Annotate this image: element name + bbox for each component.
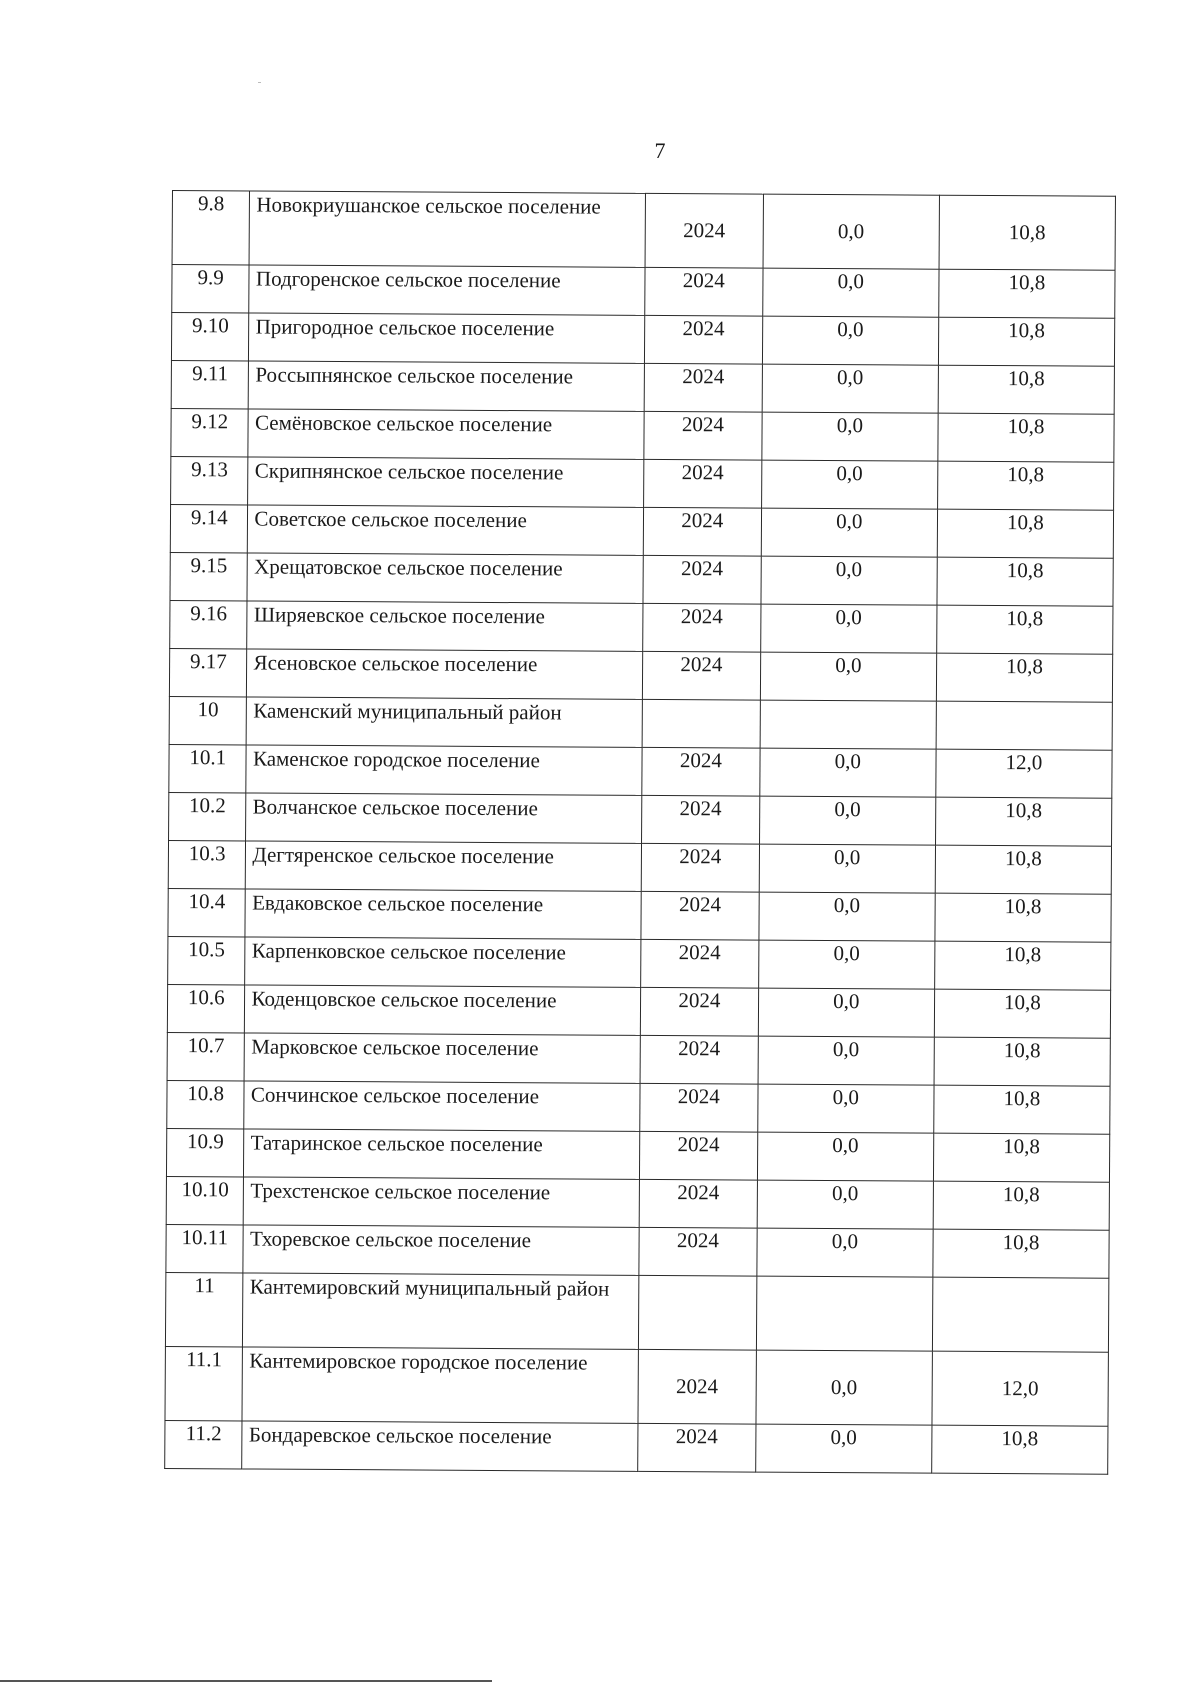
row-number: 9.11: [171, 360, 249, 408]
value-cell-1: 0,0: [761, 508, 937, 557]
value-cell-1: 0,0: [763, 194, 940, 269]
district-name: Каменский муниципальный район: [247, 697, 643, 747]
row-number: 10.1: [169, 744, 247, 792]
table-row: [165, 1346, 1108, 1426]
settlements-table: [164, 190, 1116, 1475]
row-number: 9.15: [170, 552, 248, 600]
settlement-name: Семёновское сельское поселение: [248, 409, 644, 459]
value-cell-1: 0,0: [755, 1424, 931, 1473]
value-cell-2: 10,8: [939, 269, 1115, 318]
value-cell-1: 0,0: [757, 1132, 933, 1181]
table-row: [172, 265, 1115, 319]
settlement-name: Карпенковское сельское поселение: [245, 937, 641, 987]
table-row: [170, 504, 1113, 558]
row-number: 11.1: [165, 1346, 243, 1420]
value-cell-1: 0,0: [759, 892, 935, 941]
settlement-name: Трехстенское сельское поселение: [244, 1177, 640, 1227]
value-cell-1: 0,0: [760, 748, 936, 797]
table-row: [167, 1080, 1110, 1134]
year-cell: 2024: [644, 459, 762, 508]
year-cell: 2024: [639, 1227, 757, 1276]
settlement-name: Каменское городское поселение: [246, 745, 642, 795]
value-cell-2: 10,8: [933, 1181, 1109, 1230]
table-row-district: [169, 696, 1112, 750]
row-number: 9.9: [172, 265, 250, 313]
value-cell-2: 10,8: [934, 1085, 1110, 1134]
value-cell-1: 0,0: [757, 1084, 933, 1133]
settlement-name: Россыпнянское сельское поселение: [249, 361, 645, 411]
year-cell: 2024: [640, 1035, 758, 1084]
value-cell-2: 10,8: [937, 557, 1113, 606]
table-row: [166, 1224, 1109, 1278]
table-row: [168, 936, 1111, 990]
year-cell: 2024: [645, 193, 763, 268]
value-cell-1: 0,0: [757, 1180, 933, 1229]
row-number: 10.11: [166, 1224, 244, 1272]
row-number: 10.4: [168, 888, 246, 936]
value-cell-1: 0,0: [758, 988, 934, 1037]
row-number: 9.13: [171, 456, 249, 504]
row-number: 10.10: [166, 1176, 244, 1224]
settlement-name: Ясеновское сельское поселение: [247, 649, 643, 699]
table-row: [167, 1032, 1110, 1086]
settlement-name: Ширяевское сельское поселение: [247, 601, 643, 651]
row-number: 11.2: [165, 1420, 243, 1468]
value-cell-1: 0,0: [762, 412, 938, 461]
value-cell-1: 0,0: [762, 316, 938, 365]
settlement-name: Подгоренское сельское поселение: [249, 265, 645, 315]
year-cell: 2024: [644, 315, 762, 364]
table-row: [166, 1176, 1109, 1230]
page-number: 7: [654, 138, 666, 163]
year-cell: 2024: [638, 1423, 756, 1472]
value-cell-2: 10,8: [933, 1133, 1109, 1182]
year-cell: 2024: [643, 603, 761, 652]
settlement-name: Татаринское сельское поселение: [244, 1129, 640, 1179]
value-cell-2: 10,8: [935, 797, 1111, 846]
year-cell: 2024: [640, 987, 758, 1036]
value-cell-2: 10,8: [938, 365, 1114, 414]
scan-speck: [258, 82, 261, 83]
value-cell-2: 10,8: [937, 605, 1113, 654]
value-cell-2: 10,8: [935, 845, 1111, 894]
value-cell-1: 0,0: [756, 1350, 933, 1425]
row-number: 9.8: [172, 191, 250, 265]
value-cell-2: 10,8: [933, 1229, 1109, 1278]
table-row: [170, 600, 1113, 654]
settlement-name: Новокриушанское сельское поселение: [250, 191, 646, 267]
value-cell-1: 0,0: [761, 556, 937, 605]
year-cell: 2024: [642, 747, 760, 796]
row-number: 10.3: [168, 840, 246, 888]
value-cell-2: 10,8: [932, 1425, 1108, 1474]
year-cell: 2024: [639, 1179, 757, 1228]
value-cell-2: 10,8: [935, 893, 1111, 942]
year-cell: 2024: [641, 939, 759, 988]
table-row: [168, 840, 1111, 894]
year-cell: 2024: [644, 411, 762, 460]
value-cell-1: 0,0: [760, 652, 936, 701]
value-cell-2: 10,8: [936, 653, 1112, 702]
row-number: 9.14: [170, 504, 248, 552]
row-number: 10.2: [169, 792, 247, 840]
value-cell-2: 10,8: [934, 989, 1110, 1038]
row-number: 10.5: [168, 936, 246, 984]
value-cell-2: 10,8: [938, 413, 1114, 462]
table-row: [172, 191, 1115, 271]
settlement-name: Пригородное сельское поселение: [249, 313, 645, 363]
value-cell-1: 0,0: [757, 1228, 933, 1277]
footer-rule: [0, 1680, 492, 1682]
settlement-name: Советское сельское поселение: [248, 505, 644, 555]
district-name: Кантемировский муниципальный район: [243, 1273, 639, 1349]
value-cell-2: 10,8: [937, 461, 1113, 510]
year-cell: 2024: [645, 267, 763, 316]
table-row: [169, 792, 1112, 846]
year-cell: 2024: [640, 1083, 758, 1132]
row-number: 9.12: [171, 408, 249, 456]
settlement-name: Кантемировское городское поселение: [242, 1347, 638, 1423]
row-number: 9.17: [169, 648, 247, 696]
year-cell: 2024: [638, 1349, 756, 1424]
value-cell-1: 0,0: [758, 1036, 934, 1085]
settlement-name: Скрипнянское сельское поселение: [248, 457, 644, 507]
settlement-name: Дегтяренское сельское поселение: [246, 841, 642, 891]
table-row: [165, 1420, 1108, 1474]
year-cell: 2024: [643, 507, 761, 556]
row-number: 10.8: [167, 1080, 245, 1128]
year-cell: [638, 1275, 756, 1350]
value-cell-1: 0,0: [762, 364, 938, 413]
row-number: 9.10: [171, 313, 249, 361]
value-cell-1: 0,0: [761, 460, 937, 509]
year-cell: 2024: [642, 795, 760, 844]
row-number: 10.9: [166, 1128, 244, 1176]
settlement-name: Тхоревское сельское поселение: [243, 1225, 639, 1275]
table-row: [168, 888, 1111, 942]
value-cell-2: 10,8: [934, 1037, 1110, 1086]
table-row: [167, 984, 1110, 1038]
year-cell: 2024: [639, 1131, 757, 1180]
settlement-name: Волчанское сельское поселение: [246, 793, 642, 843]
year-cell: 2024: [644, 363, 762, 412]
settlement-name: Марковское сельское поселение: [245, 1033, 641, 1083]
table-row: [169, 648, 1112, 702]
value-cell-2: [932, 1277, 1109, 1352]
year-cell: 2024: [642, 651, 760, 700]
settlement-name: Бондаревское сельское поселение: [242, 1421, 638, 1471]
value-cell-2: 10,8: [939, 195, 1116, 270]
table-row-district: [165, 1272, 1108, 1352]
row-number: 10.7: [167, 1032, 245, 1080]
settlement-name: Хрещатовское сельское поселение: [247, 553, 643, 603]
table-row: [169, 744, 1112, 798]
year-cell: 2024: [641, 843, 759, 892]
row-number: 10: [169, 696, 247, 744]
row-number: 11: [165, 1272, 243, 1346]
value-cell-2: 12,0: [932, 1351, 1109, 1426]
year-cell: 2024: [641, 891, 759, 940]
table-row: [171, 408, 1114, 462]
settlement-name: Коденцовское сельское поселение: [245, 985, 641, 1035]
table-row: [171, 456, 1114, 510]
table-row: [170, 552, 1113, 606]
value-cell-2: 10,8: [937, 509, 1113, 558]
year-cell: 2024: [643, 555, 761, 604]
year-cell: [642, 699, 760, 748]
value-cell-2: 12,0: [936, 749, 1112, 798]
value-cell-2: 10,8: [934, 941, 1110, 990]
table-row: [171, 313, 1114, 367]
value-cell-1: 0,0: [759, 796, 935, 845]
value-cell-1: 0,0: [758, 940, 934, 989]
value-cell-2: 10,8: [938, 317, 1114, 366]
row-number: 10.6: [167, 984, 245, 1032]
table-row: [166, 1128, 1109, 1182]
settlement-name: Евдаковское сельское поселение: [245, 889, 641, 939]
value-cell-1: [756, 1276, 933, 1351]
value-cell-2: [936, 701, 1112, 750]
row-number: 9.16: [170, 600, 248, 648]
value-cell-1: 0,0: [759, 844, 935, 893]
settlement-name: Сончинское сельское поселение: [244, 1081, 640, 1131]
value-cell-1: 0,0: [760, 604, 936, 653]
table-row: [171, 360, 1114, 414]
value-cell-1: 0,0: [762, 268, 938, 317]
value-cell-1: [760, 700, 936, 749]
